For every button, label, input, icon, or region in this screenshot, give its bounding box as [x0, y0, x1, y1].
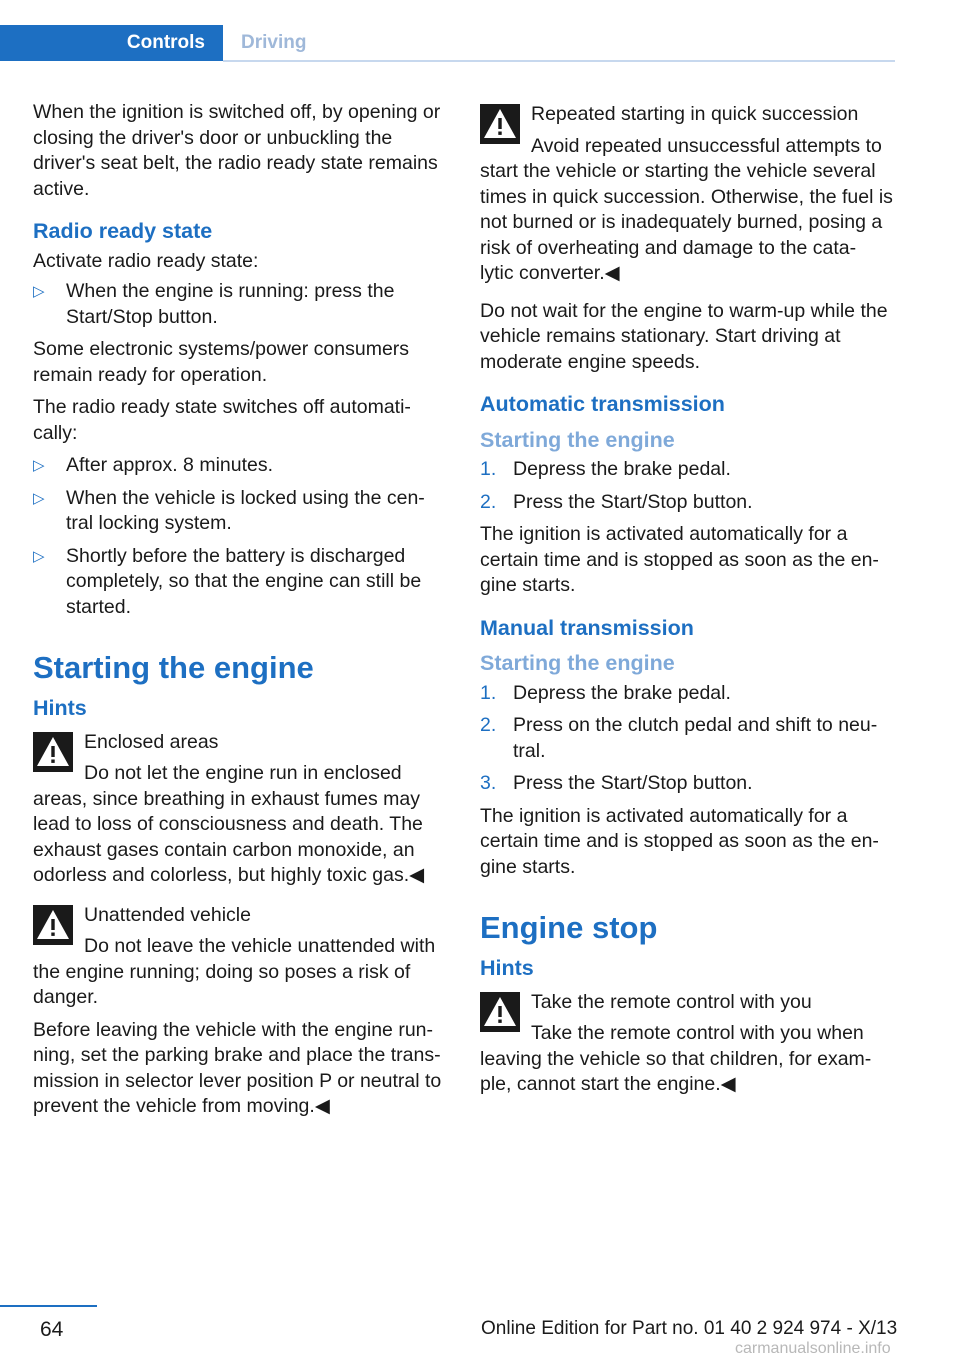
warning-remote-control: [480, 990, 895, 1098]
bullet-triangle-icon: ▷: [33, 283, 45, 300]
tab-divider: [223, 60, 895, 62]
warning-title: Enclosed areas: [84, 730, 219, 753]
warning-title: Take the remote control with you: [531, 990, 812, 1013]
intro-paragraph: When the ignition is switched off, by opening or closing the driver's door or unbuckling the driver's seat belt, the radio ready state remains active.: [33, 101, 441, 200]
step-number: 1.: [480, 681, 497, 704]
bullet-triangle-icon: ▷: [33, 489, 45, 507]
switch-off-paragraph: The radio ready state switches off automati‐ cally:: [33, 396, 411, 444]
manual-note-paragraph: The ignition is activated automatically for a certain time and is stopped as soon as the en‐ gine starts.: [480, 804, 879, 878]
list-item: ▷ When the engine is running: press the Start/Stop button.: [33, 280, 395, 328]
manual-transmission-heading: Manual transmission: [480, 615, 694, 640]
auto-note-paragraph: The ignition is activated automatically for a certain time and is stopped as soon as the en‐ gine starts.: [480, 523, 879, 596]
step-number: 1.: [480, 458, 497, 480]
list-item: ▷ Shortly before the battery is discharged completely, so that the engine can still be started.: [33, 544, 422, 618]
step-number: 2.: [480, 490, 497, 513]
warmup-paragraph: Do not wait for the engine to warm-up while the vehicle remains stationary. Start driving at moderate engine speeds.: [480, 299, 888, 373]
auto-steps-list: [480, 457, 895, 515]
watermark: carmanualsonline.info: [735, 1340, 891, 1357]
warning-triangle-icon: [480, 992, 520, 1032]
end-mark-icon: ◀: [314, 1095, 330, 1117]
auto-starting-subheading: Starting the engine: [480, 427, 675, 452]
radio-activate-text: Activate radio ready state:: [33, 249, 259, 272]
list-item: 1. Depress the brake pedal.: [480, 457, 895, 483]
warning-body: Do not leave the vehicle unattended with the engine running; doing so poses a risk of danger.: [33, 935, 436, 1008]
radio-ready-heading: Radio ready state: [33, 219, 213, 243]
hints-heading: Hints: [33, 696, 87, 720]
warning-title: Repeated starting in quick succession: [531, 103, 859, 125]
list-item: 3. Press the Start/Stop button.: [480, 771, 895, 797]
end-mark-icon: ◀: [604, 262, 620, 284]
warning-unattended-vehicle: [33, 903, 448, 1011]
list-item: 1. Depress the brake pedal.: [480, 681, 895, 707]
list-item: ▷ When the vehicle is locked using the cen‐ tral locking system.: [33, 486, 425, 534]
right-column: [480, 100, 895, 1105]
bullet-triangle-icon: ▷: [33, 547, 45, 565]
warning-enclosed-areas: [33, 730, 448, 889]
edition-footer: Online Edition for Part no. 01 40 2 924 974 - X/13: [481, 1318, 898, 1339]
warning-body: Do not let the engine run in enclosed areas, since breathing in exhaust fumes may lead to loss of consciousness and death. The exhaust gases contain carbon monoxide, an odorless and colorless, but highly toxic gas.: [33, 762, 423, 886]
manual-steps-list: [480, 681, 895, 797]
warning-triangle-icon: [33, 732, 73, 772]
end-mark-icon: ◀: [409, 864, 425, 886]
manual-starting-subheading: Starting the engine: [480, 651, 675, 675]
end-mark-icon: ◀: [720, 1073, 736, 1095]
systems-paragraph: Some electronic systems/power consumers remain ready for operation.: [33, 338, 410, 386]
engine-stop-heading: Engine stop: [480, 910, 658, 945]
list-item: ▷ After approx. 8 minutes.: [33, 453, 448, 479]
warning-triangle-icon: [33, 905, 73, 945]
radio-bullet-list: [33, 279, 448, 330]
bullet-triangle-icon: ▷: [33, 457, 45, 474]
warning-body: Avoid repeated unsuccessful attempts to start the vehicle or starting the vehicle several times in quick succession. Otherwise, the fuel is not burned or is inadequately burned, posing a risk of overheating and damage to the cata‐ lytic converter.: [480, 134, 893, 284]
left-column: [33, 100, 448, 1127]
step-number: 3.: [480, 772, 497, 794]
tab-controls[interactable]: Controls: [0, 25, 223, 61]
chapter-tabs: [0, 25, 895, 61]
warning-title: Unattended vehicle: [84, 903, 251, 926]
warning-repeated-starting: [480, 102, 895, 287]
leaving-vehicle-paragraph: Before leaving the vehicle with the engine run‐ ning, set the parking brake and place the trans‐ mission in selector lever position P or neutral to prevent the vehicle from moving.◀: [33, 1018, 442, 1117]
warning-triangle-icon: [480, 104, 520, 144]
automatic-transmission-heading: Automatic transmission: [480, 392, 725, 416]
step-number: 2.: [480, 714, 497, 736]
tab-driving[interactable]: Driving: [241, 32, 307, 53]
page-number-rule: [0, 1305, 97, 1307]
stop-hints-heading: Hints: [480, 956, 534, 980]
switch-bullet-list: [33, 453, 448, 620]
page-number: 64: [40, 1318, 64, 1341]
warning-body: Take the remote control with you when leaving the vehicle so that children, for exam‐ ple, cannot start the engine.: [480, 1022, 872, 1095]
list-item: 2. Press the Start/Stop button.: [480, 490, 895, 516]
starting-engine-heading: Starting the engine: [33, 650, 314, 685]
list-item: 2. Press on the clutch pedal and shift to neu‐ tral.: [480, 714, 878, 762]
